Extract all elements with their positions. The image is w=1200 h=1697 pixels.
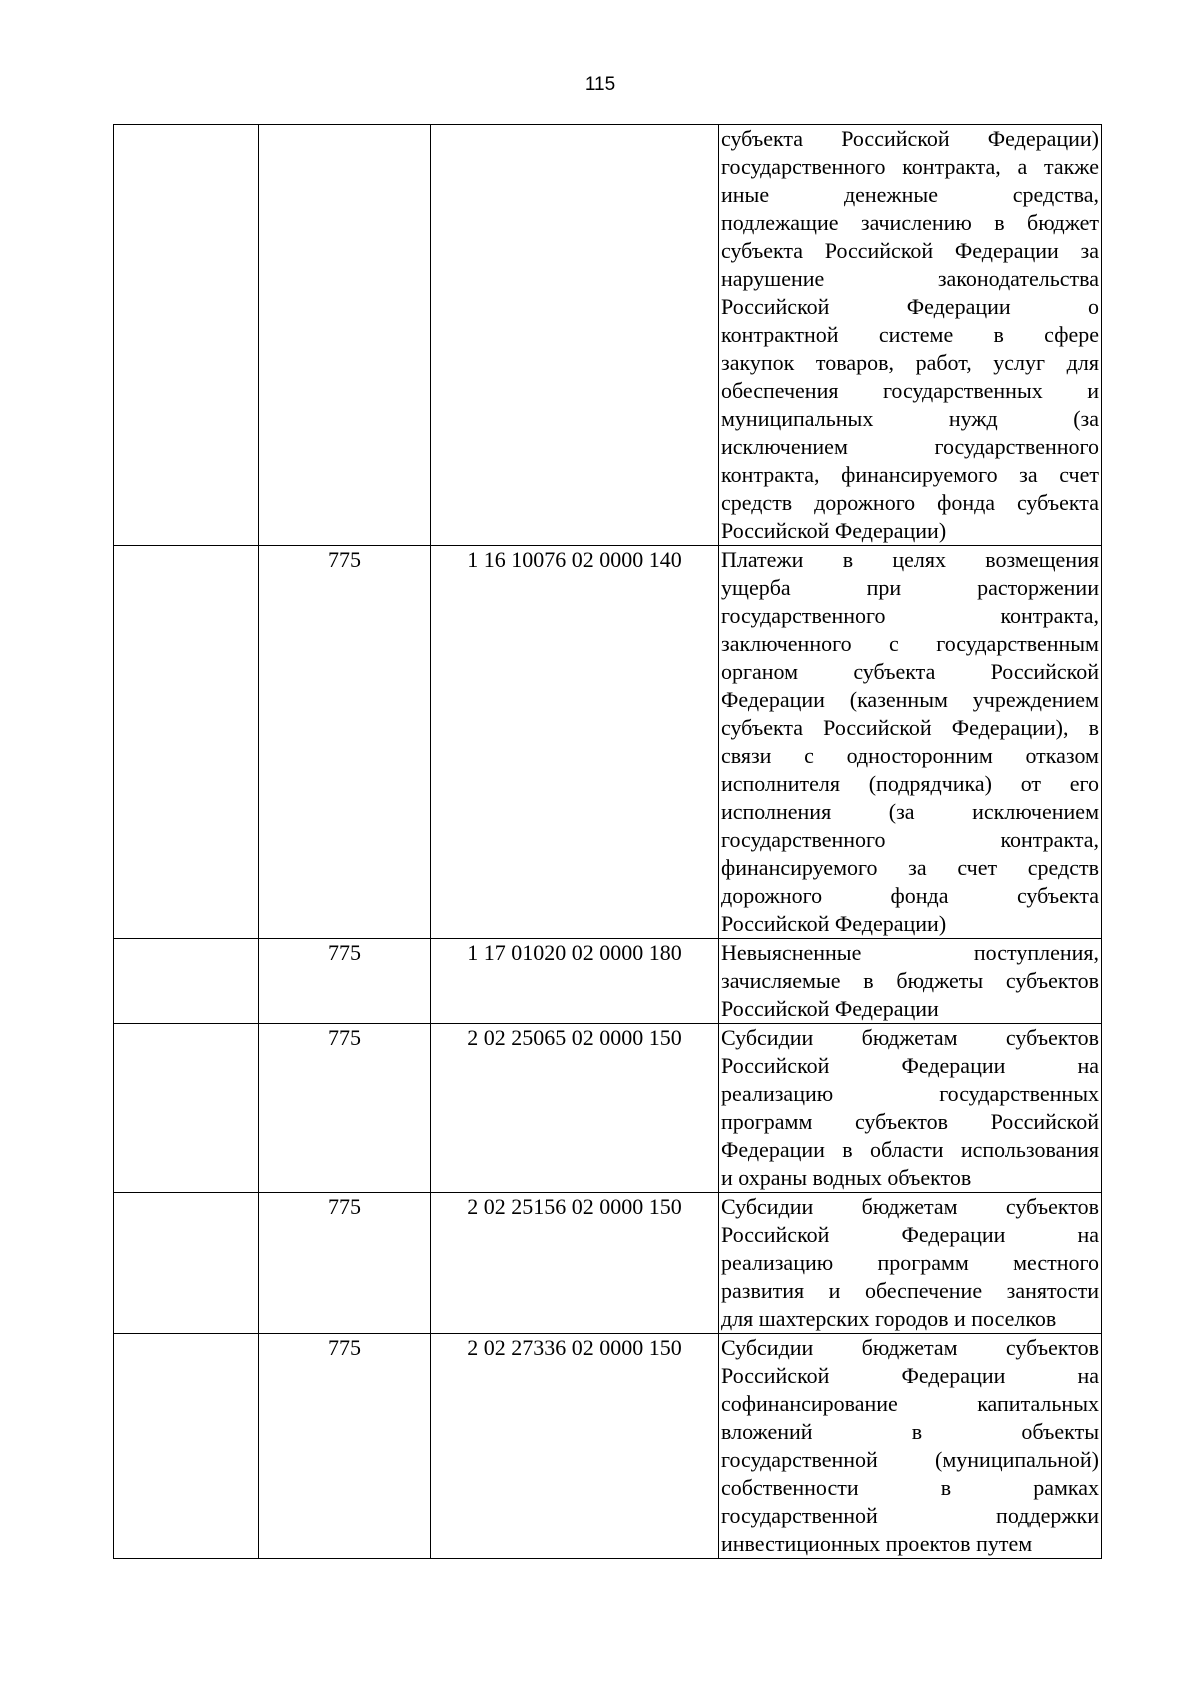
name-line bbox=[721, 939, 1099, 967]
name-word: нарушение bbox=[721, 266, 825, 291]
name-word: реализацию bbox=[721, 1081, 834, 1106]
cell-blank bbox=[114, 1193, 259, 1334]
name-line bbox=[721, 377, 1099, 405]
name-word: реализацию bbox=[721, 1250, 834, 1275]
table-row bbox=[114, 1024, 1102, 1193]
cell-admin-code: 775 bbox=[259, 939, 431, 1024]
name-word: на bbox=[1077, 1363, 1099, 1388]
name-word: законодательства bbox=[937, 266, 1099, 291]
name-word: в bbox=[1088, 715, 1099, 740]
name-word: субъектов bbox=[854, 1109, 949, 1134]
name-line bbox=[721, 405, 1099, 433]
name-word: Субсидии bbox=[721, 1335, 814, 1360]
name-line bbox=[721, 630, 1099, 658]
cell-admin-code: 775 bbox=[259, 546, 431, 939]
name-line bbox=[721, 237, 1099, 265]
cell-revenue-name bbox=[719, 1193, 1102, 1334]
name-word: контракта, bbox=[902, 154, 1001, 179]
cell-admin-code: 775 bbox=[259, 1334, 431, 1559]
name-word: государственного bbox=[721, 603, 886, 628]
name-line bbox=[721, 1136, 1099, 1164]
table-row bbox=[114, 1193, 1102, 1334]
name-word: государственного bbox=[721, 827, 886, 852]
name-word: Невыясненные bbox=[721, 940, 862, 965]
name-word: бюджетам bbox=[861, 1335, 958, 1360]
name-word: государственной bbox=[721, 1447, 878, 1472]
name-word: контракта, bbox=[1000, 603, 1099, 628]
table-body bbox=[114, 125, 1102, 1559]
name-word: на bbox=[1077, 1222, 1099, 1247]
name-line: Российской Федерации) bbox=[721, 911, 947, 936]
name-word: также bbox=[1043, 154, 1099, 179]
name-word: закупок bbox=[721, 350, 795, 375]
name-word: (казенным bbox=[849, 687, 948, 712]
name-word: собственности bbox=[721, 1475, 859, 1500]
cell-blank bbox=[114, 1024, 259, 1193]
name-word: в bbox=[911, 1419, 923, 1444]
name-word: односторонним bbox=[846, 743, 993, 768]
cell-budget-code: 1 16 10076 02 0000 140 bbox=[431, 546, 719, 939]
name-word: области bbox=[869, 1137, 944, 1162]
name-line bbox=[721, 1080, 1099, 1108]
name-word: Российской bbox=[990, 1109, 1099, 1134]
name-word: Российской bbox=[841, 126, 950, 151]
name-word: в bbox=[863, 968, 874, 993]
cell-revenue-name bbox=[719, 546, 1102, 939]
cell-revenue-name bbox=[719, 1334, 1102, 1559]
cell-budget-code bbox=[431, 125, 719, 546]
name-line bbox=[721, 686, 1099, 714]
name-line: Российской Федерации bbox=[721, 996, 939, 1021]
cell-blank bbox=[114, 1334, 259, 1559]
name-word: муниципальных bbox=[721, 406, 874, 431]
name-word: в bbox=[842, 1137, 853, 1162]
name-line bbox=[721, 265, 1099, 293]
name-word: государственным bbox=[936, 631, 1099, 656]
name-word: счет bbox=[957, 855, 998, 880]
name-word: занятости bbox=[1006, 1278, 1099, 1303]
name-word: финансируемого bbox=[721, 855, 878, 880]
name-word: средства, bbox=[1012, 182, 1099, 207]
name-line bbox=[721, 854, 1099, 882]
name-line bbox=[721, 602, 1099, 630]
name-word: денежные bbox=[843, 182, 938, 207]
name-word: с bbox=[889, 631, 899, 656]
name-word: государственного bbox=[934, 434, 1099, 459]
name-word: субъекта bbox=[721, 238, 804, 263]
name-word: в bbox=[993, 322, 1004, 347]
name-word: поступления, bbox=[973, 940, 1099, 965]
name-word: расторжении bbox=[977, 575, 1099, 600]
cell-blank bbox=[114, 939, 259, 1024]
name-line bbox=[721, 153, 1099, 181]
name-line bbox=[721, 181, 1099, 209]
name-word: Субсидии bbox=[721, 1194, 814, 1219]
name-line bbox=[721, 1334, 1099, 1362]
name-word: Российской bbox=[990, 659, 1099, 684]
name-line bbox=[721, 321, 1099, 349]
name-word: иные bbox=[721, 182, 770, 207]
name-word: на bbox=[1077, 1053, 1099, 1078]
name-word: субъектов bbox=[1005, 1194, 1099, 1219]
cell-budget-code: 2 02 25156 02 0000 150 bbox=[431, 1193, 719, 1334]
name-word: субъектов bbox=[1005, 968, 1099, 993]
cell-admin-code: 775 bbox=[259, 1193, 431, 1334]
name-word: учреждением bbox=[972, 687, 1099, 712]
name-word: субъекта bbox=[1016, 883, 1099, 908]
name-word: Субсидии bbox=[721, 1025, 814, 1050]
cell-budget-code: 1 17 01020 02 0000 180 bbox=[431, 939, 719, 1024]
name-word: подлежащие bbox=[721, 210, 839, 235]
name-word: Российской bbox=[721, 1363, 830, 1388]
name-word: ущерба bbox=[721, 575, 791, 600]
name-line bbox=[721, 433, 1099, 461]
name-word: программ bbox=[877, 1250, 969, 1275]
table-row bbox=[114, 125, 1102, 546]
name-word: финансируемого bbox=[841, 462, 998, 487]
name-word: с bbox=[804, 743, 814, 768]
name-line bbox=[721, 882, 1099, 910]
name-word: государственных bbox=[939, 1081, 1099, 1106]
name-word: исключением bbox=[721, 434, 848, 459]
cell-revenue-name bbox=[719, 1024, 1102, 1193]
name-line bbox=[721, 1249, 1099, 1277]
name-word: для bbox=[1066, 350, 1099, 375]
cell-budget-code: 2 02 25065 02 0000 150 bbox=[431, 1024, 719, 1193]
name-word: использования bbox=[960, 1137, 1099, 1162]
name-line bbox=[721, 489, 1099, 517]
table-row bbox=[114, 1334, 1102, 1559]
name-word: рамках bbox=[1033, 1475, 1099, 1500]
name-word: счет bbox=[1059, 462, 1099, 487]
name-word: бюджеты bbox=[896, 968, 984, 993]
name-line bbox=[721, 1446, 1099, 1474]
name-word: поддержки bbox=[996, 1503, 1099, 1528]
name-word: Федерации bbox=[721, 687, 825, 712]
name-word: о bbox=[1087, 294, 1099, 319]
name-word: зачислению bbox=[860, 210, 972, 235]
name-line bbox=[721, 742, 1099, 770]
name-line bbox=[721, 1052, 1099, 1080]
name-word: исполнителя bbox=[721, 771, 841, 796]
name-word: (муниципальной) bbox=[935, 1447, 1099, 1472]
name-word: системе bbox=[878, 322, 954, 347]
name-line bbox=[721, 1362, 1099, 1390]
name-line bbox=[721, 461, 1099, 489]
name-word: (за bbox=[1073, 406, 1099, 431]
name-word: и bbox=[1087, 378, 1099, 403]
name-line bbox=[721, 349, 1099, 377]
name-word: Федерации bbox=[721, 1137, 825, 1162]
name-word: контракта, bbox=[721, 462, 820, 487]
name-line bbox=[721, 770, 1099, 798]
name-line bbox=[721, 658, 1099, 686]
name-word: государственных bbox=[882, 378, 1043, 403]
name-word: программ bbox=[721, 1109, 813, 1134]
name-word: Федерации), bbox=[951, 715, 1069, 740]
name-line bbox=[721, 1024, 1099, 1052]
name-word: субъекта bbox=[721, 715, 804, 740]
name-line bbox=[721, 209, 1099, 237]
name-line bbox=[721, 1474, 1099, 1502]
name-word: Платежи bbox=[721, 547, 804, 572]
name-word: в bbox=[940, 1475, 952, 1500]
cell-revenue-name bbox=[719, 939, 1102, 1024]
name-line bbox=[721, 826, 1099, 854]
name-word: обеспечение bbox=[864, 1278, 983, 1303]
name-word: работ, bbox=[915, 350, 972, 375]
name-word: Федерации bbox=[901, 1222, 1006, 1247]
name-word: исполнения bbox=[721, 799, 832, 824]
name-word: зачисляемые bbox=[721, 968, 841, 993]
name-word: заключенного bbox=[721, 631, 852, 656]
name-word: развития bbox=[721, 1278, 805, 1303]
name-word: в bbox=[994, 210, 1005, 235]
cell-admin-code: 775 bbox=[259, 1024, 431, 1193]
name-word: а bbox=[1017, 154, 1028, 179]
name-word: государственного bbox=[721, 154, 886, 179]
name-line bbox=[721, 1193, 1099, 1221]
name-word: государственной bbox=[721, 1503, 878, 1528]
name-word: субъекта bbox=[721, 126, 804, 151]
name-line bbox=[721, 1390, 1099, 1418]
name-word: софинансирование bbox=[721, 1391, 898, 1416]
name-word: отказом bbox=[1025, 743, 1099, 768]
name-line bbox=[721, 714, 1099, 742]
name-word: субъекта bbox=[853, 659, 936, 684]
name-word: Федерации bbox=[954, 238, 1059, 263]
name-word: (за bbox=[888, 799, 915, 824]
cell-blank bbox=[114, 125, 259, 546]
name-word: нужд bbox=[948, 406, 998, 431]
name-line bbox=[721, 1418, 1099, 1446]
name-word: за bbox=[1080, 238, 1099, 263]
cell-budget-code: 2 02 27336 02 0000 150 bbox=[431, 1334, 719, 1559]
name-word: связи bbox=[721, 743, 772, 768]
name-word: Российской bbox=[721, 294, 830, 319]
name-word: объекты bbox=[1021, 1419, 1099, 1444]
cell-blank bbox=[114, 546, 259, 939]
name-line bbox=[721, 546, 1099, 574]
name-line bbox=[721, 1108, 1099, 1136]
name-line: для шахтерских городов и поселков bbox=[721, 1306, 1057, 1331]
name-word: Федерации bbox=[901, 1363, 1006, 1388]
name-line bbox=[721, 1221, 1099, 1249]
name-word: вложений bbox=[721, 1419, 813, 1444]
name-line: инвестиционных проектов путем bbox=[721, 1531, 1033, 1556]
name-word: контракта, bbox=[1000, 827, 1099, 852]
name-word: за bbox=[908, 855, 927, 880]
name-word: субъекта bbox=[1016, 490, 1099, 515]
name-word: фонда bbox=[937, 490, 996, 515]
name-line: Российской Федерации) bbox=[721, 518, 947, 543]
name-line bbox=[721, 125, 1099, 153]
name-word: обеспечения bbox=[721, 378, 839, 403]
table-row bbox=[114, 546, 1102, 939]
name-line bbox=[721, 798, 1099, 826]
name-word: (подрядчика) bbox=[868, 771, 992, 796]
name-word: от bbox=[1020, 771, 1042, 796]
name-word: Российской bbox=[824, 238, 934, 263]
name-line bbox=[721, 1277, 1099, 1305]
name-word: его bbox=[1069, 771, 1099, 796]
name-word: услуг bbox=[993, 350, 1046, 375]
name-word: субъектов bbox=[1005, 1335, 1099, 1360]
table-row bbox=[114, 939, 1102, 1024]
name-word: Российской bbox=[823, 715, 932, 740]
name-word: Российской bbox=[721, 1222, 830, 1247]
name-word: бюджетам bbox=[861, 1194, 958, 1219]
name-word: Федерации) bbox=[987, 126, 1099, 151]
name-word: дорожного bbox=[721, 883, 823, 908]
name-word: средств bbox=[721, 490, 793, 515]
name-line bbox=[721, 293, 1099, 321]
name-word: Федерации bbox=[906, 294, 1011, 319]
name-word: капитальных bbox=[977, 1391, 1099, 1416]
name-word: фонда bbox=[890, 883, 949, 908]
name-word: за bbox=[1019, 462, 1038, 487]
name-word: Российской bbox=[721, 1053, 830, 1078]
name-line bbox=[721, 967, 1099, 995]
page-number: 115 bbox=[584, 74, 616, 95]
name-word: бюджетам bbox=[861, 1025, 958, 1050]
cell-admin-code bbox=[259, 125, 431, 546]
name-line bbox=[721, 574, 1099, 602]
name-word: субъектов bbox=[1005, 1025, 1099, 1050]
name-word: при bbox=[866, 575, 902, 600]
name-word: органом bbox=[721, 659, 799, 684]
name-line: и охраны водных объектов bbox=[721, 1165, 972, 1190]
name-word: целях bbox=[892, 547, 947, 572]
name-word: местного bbox=[1013, 1250, 1099, 1275]
name-word: контрактной bbox=[721, 322, 839, 347]
name-line bbox=[721, 1502, 1099, 1530]
budget-revenue-table bbox=[113, 124, 1102, 1559]
cell-revenue-name bbox=[719, 125, 1102, 546]
name-word: средств bbox=[1027, 855, 1099, 880]
name-word: возмещения bbox=[985, 547, 1099, 572]
name-word: и bbox=[828, 1278, 841, 1303]
name-word: бюджет bbox=[1027, 210, 1099, 235]
name-word: в bbox=[842, 547, 854, 572]
name-word: товаров, bbox=[815, 350, 894, 375]
name-word: сфере bbox=[1044, 322, 1099, 347]
name-word: дорожного bbox=[814, 490, 916, 515]
name-word: исключением bbox=[972, 799, 1099, 824]
name-word: Федерации bbox=[901, 1053, 1006, 1078]
